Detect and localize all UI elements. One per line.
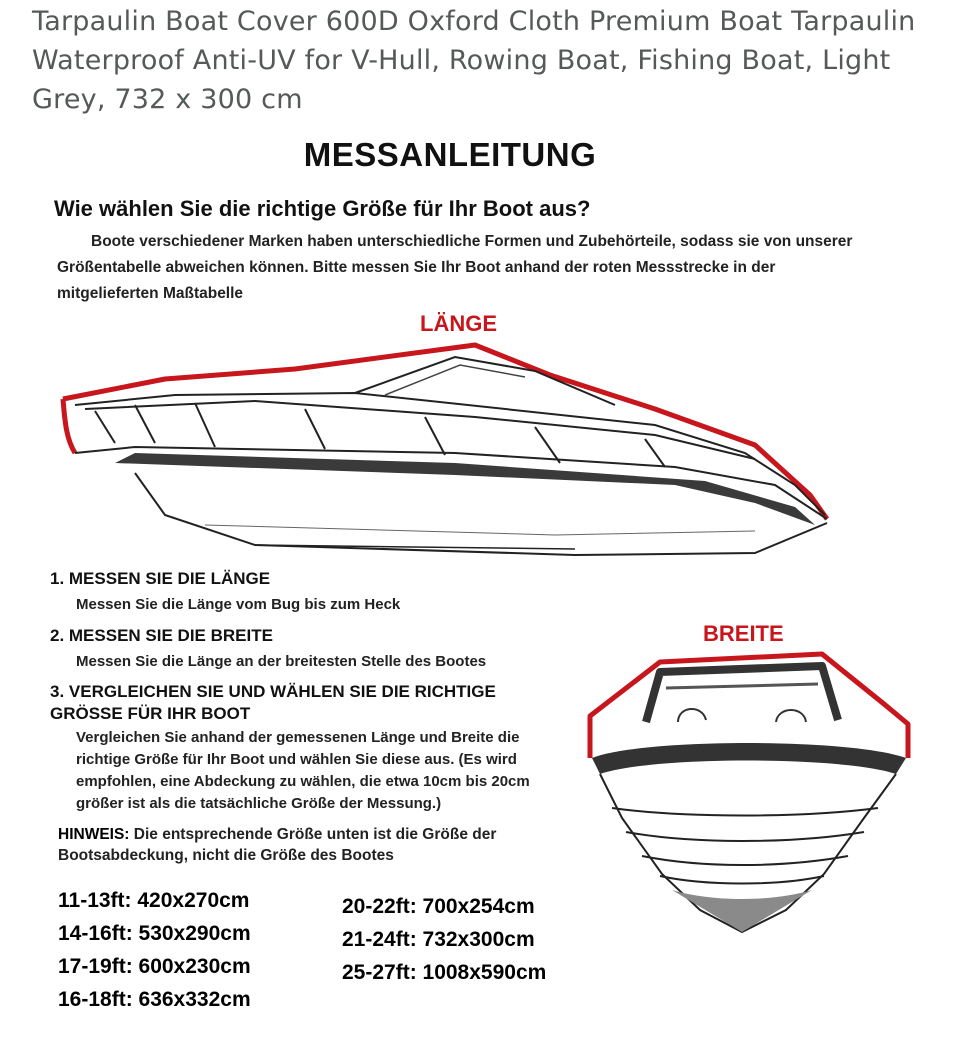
product-title: Tarpaulin Boat Cover 600D Oxford Cloth Premium Boat Tarpaulin Waterproof Anti-UV for V-Hull, Rowing Boat, Fishing Boat, Light Grey, 732 x 300 cm xyxy=(32,6,916,115)
size-row: 16-18ft: 636x332cm xyxy=(58,988,251,1011)
size-table-right xyxy=(342,890,546,989)
step-1 xyxy=(50,568,590,616)
step-3-text: Vergleichen Sie anhand der gemessenen Länge und Breite die richtige Größe für Ihr Boot und wählen Sie diese aus. (Es wird empfohlen, eine Abdeckung zu wählen, die etwa 10cm bis 20cm größer ist als die tatsächliche Größe der Messung.) xyxy=(76,729,530,812)
boat-side-illustration xyxy=(55,335,845,570)
guide-question: Wie wählen Sie die richtige Größe für Ihr Boot aus? xyxy=(54,196,591,221)
size-row: 11-13ft: 420x270cm xyxy=(58,889,250,912)
size-row: 14-16ft: 530x290cm xyxy=(58,922,251,945)
step-2 xyxy=(50,625,590,673)
width-label: BREITE xyxy=(703,621,784,646)
size-table-left xyxy=(58,884,251,1016)
guide-intro xyxy=(57,229,857,307)
step-1-text: Messen Sie die Länge vom Bug bis zum Heck xyxy=(76,596,401,613)
boat-front-illustration xyxy=(582,648,912,940)
guide-heading: MESSANLEITUNG xyxy=(303,136,597,173)
hint-label: HINWEIS: xyxy=(58,826,130,843)
guide-intro-text: Boote verschiedener Marken haben unterschiedliche Formen und Zubehörteile, sodass sie von unserer Größentabelle abweichen können. Bitte messen Sie Ihr Boot anhand der roten Messstrecke in der mitgelieferten Maßtabelle xyxy=(57,233,853,302)
size-row: 21-24ft: 732x300cm xyxy=(342,928,535,951)
size-row: 20-22ft: 700x254cm xyxy=(342,895,535,918)
step-3 xyxy=(50,681,590,815)
size-row: 25-27ft: 1008x590cm xyxy=(342,961,547,984)
steps-list xyxy=(50,568,590,815)
step-2-text: Messen Sie die Länge an der breitesten Stelle des Bootes xyxy=(76,653,487,670)
step-1-title: 1. MESSEN SIE DIE LÄNGE xyxy=(50,569,271,588)
step-2-title: 2. MESSEN SIE DIE BREITE xyxy=(50,626,273,645)
size-row: 17-19ft: 600x230cm xyxy=(58,955,251,978)
hint-note xyxy=(58,824,578,866)
hint-text: Die entsprechende Größe unten ist die Größe der Bootsabdeckung, nicht die Größe des Bootes xyxy=(58,826,497,864)
length-label: LÄNGE xyxy=(420,311,497,336)
step-3-title: 3. VERGLEICHEN SIE UND WÄHLEN SIE DIE RICHTIGE GRÖSSE FÜR IHR BOOT xyxy=(50,682,496,723)
